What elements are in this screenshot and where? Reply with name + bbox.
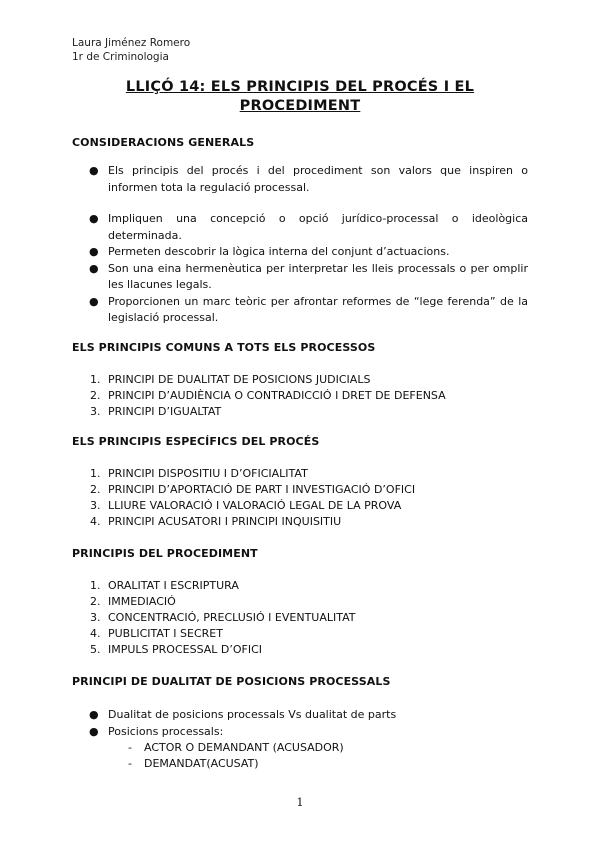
list-item <box>72 404 528 420</box>
list-number: 2. <box>90 595 101 608</box>
page-title-line-1: LLIÇÓ 14: ELS PRINCIPIS DEL PROCÉS I EL <box>125 79 475 95</box>
list-item <box>72 578 528 594</box>
dash-icon: - <box>128 741 132 754</box>
header-course: 1r de Criminologia <box>72 51 169 63</box>
list-number: 3. <box>90 611 101 624</box>
list-number: 3. <box>90 499 101 512</box>
list-item <box>72 294 528 327</box>
dash-icon: - <box>128 757 132 770</box>
list-item <box>72 707 528 724</box>
list-item-text: IMPULS PROCESSAL D’OFICI <box>108 643 263 656</box>
list-number: 1. <box>90 579 101 592</box>
list-item-text: Els principis del procés i del procediment son valors que inspiren o informen tota la regulació processal. <box>108 164 528 194</box>
list-item-text: Proporcionen un marc teòric per afrontar reformes de “lege ferenda” de la legislació processal. <box>108 294 528 324</box>
list-item-text: PRINCIPI ACUSATORI I PRINCIPI INQUISITIU <box>108 515 342 528</box>
list-item <box>72 498 528 514</box>
list-item-text: PRINCIPI D’APORTACIÓ DE PART I INVESTIGACIÓ D’OFICI <box>108 483 416 496</box>
bullet-icon: ● <box>89 724 99 738</box>
list-item-text: DEMANDAT(ACUSAT) <box>144 757 259 770</box>
sub-list-item <box>72 756 528 772</box>
list-number: 1. <box>90 467 101 480</box>
list-item-text: CONCENTRACIÓ, PRECLUSIÓ I EVENTUALITAT <box>108 611 356 624</box>
section-heading-dualitat: PRINCIPI DE DUALITAT DE POSICIONS PROCESSALS <box>72 675 391 688</box>
list-item-text: Son una eina hermenèutica per interpretar les lleis processals o per omplir les llacunes legals. <box>108 261 528 291</box>
list-item-text: Impliquen una concepció o opció jurídico-processal o ideològica determinada. <box>108 212 528 242</box>
list-item-text: PUBLICITAT I SECRET <box>108 627 223 640</box>
list-item-text: LLIURE VALORACIÓ I VALORACIÓ LEGAL DE LA PROVA <box>108 499 402 512</box>
list-number: 4. <box>90 515 101 528</box>
list-item-text: ORALITAT I ESCRIPTURA <box>108 579 239 592</box>
bullet-icon: ● <box>89 261 99 275</box>
section-heading-especifics: ELS PRINCIPIS ESPECÍFICS DEL PROCÉS <box>72 435 320 448</box>
list-item <box>72 244 528 261</box>
list-number: 5. <box>90 643 101 656</box>
list-item <box>72 626 528 642</box>
bullet-icon: ● <box>89 708 99 721</box>
list-item-text: PRINCIPI DE DUALITAT DE POSICIONS JUDICIALS <box>108 373 371 386</box>
section-heading-procediment: PRINCIPIS DEL PROCEDIMENT <box>72 547 258 560</box>
list-item-text: IMMEDIACIÓ <box>108 595 176 608</box>
sub-list-item <box>72 740 528 756</box>
list-number: 3. <box>90 405 101 418</box>
list-item <box>72 610 528 626</box>
list-item <box>72 388 528 404</box>
list-item-text: Dualitat de posicions processals Vs dualitat de parts <box>108 708 397 721</box>
list-item-text: PRINCIPI D’IGUALTAT <box>108 405 222 418</box>
list-number: 2. <box>90 483 101 496</box>
list-item <box>72 724 528 741</box>
list-item <box>72 594 528 610</box>
list-item <box>72 482 528 498</box>
numbered-list-procediment <box>72 578 528 658</box>
list-item <box>72 642 528 658</box>
list-item-text: PRINCIPI DISPOSITIU I D’OFICIALITAT <box>108 467 308 480</box>
header-author: Laura Jiménez Romero <box>72 37 191 49</box>
bullet-list-consideracions <box>72 163 528 196</box>
bullet-icon: ● <box>89 294 99 308</box>
list-item-text: ACTOR O DEMANDANT (ACUSADOR) <box>144 741 344 754</box>
list-item-text: Permeten descobrir la lògica interna del conjunt d’actuacions. <box>108 245 450 258</box>
bullet-icon: ● <box>89 245 99 258</box>
list-item <box>72 466 528 482</box>
list-item-text: PRINCIPI D’AUDIÈNCIA O CONTRADICCIÓ I DRET DE DEFENSA <box>108 389 446 402</box>
list-item <box>72 163 528 196</box>
list-item <box>72 261 528 294</box>
bullet-icon: ● <box>89 212 99 225</box>
section-heading-comuns: ELS PRINCIPIS COMUNS A TOTS ELS PROCESSOS <box>72 341 376 354</box>
bullet-list-consideracions-2 <box>72 211 528 327</box>
list-item <box>72 514 528 530</box>
section-heading-consideracions: CONSIDERACIONS GENERALS <box>72 136 255 149</box>
list-number: 2. <box>90 389 101 402</box>
bullet-icon: ● <box>89 164 99 177</box>
page-title-line-2: PROCEDIMENT <box>239 98 361 114</box>
list-item-text: Posicions processals: <box>108 724 224 738</box>
list-item <box>72 211 528 244</box>
numbered-list-comuns <box>72 372 528 420</box>
list-number: 4. <box>90 627 101 640</box>
page-number: 1 <box>296 796 304 809</box>
list-number: 1. <box>90 373 101 386</box>
bullet-list-dualitat <box>72 707 528 772</box>
list-item <box>72 372 528 388</box>
numbered-list-especifics <box>72 466 528 530</box>
